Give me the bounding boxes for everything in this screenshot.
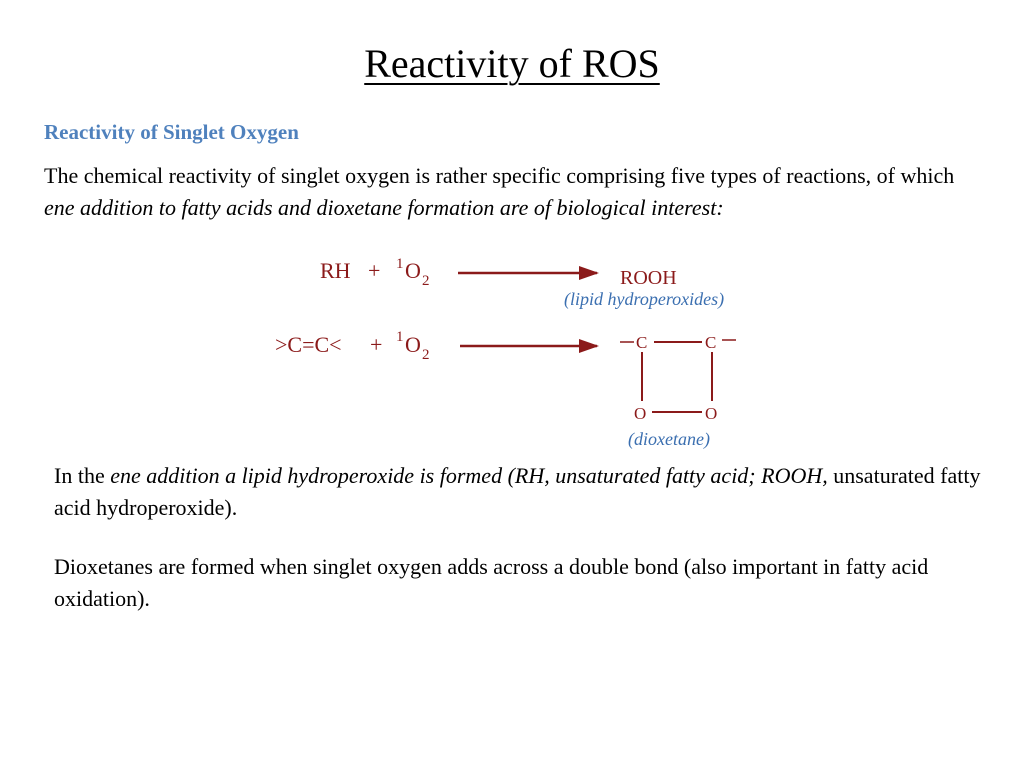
slide-title: Reactivity of ROS [364, 41, 660, 86]
reactant-alkene: >C=C< [275, 332, 342, 357]
dioxetane-structure [620, 333, 736, 423]
intro-text: The chemical reactivity of singlet oxygen is rather specific comprising five types of reactions, of which [44, 163, 955, 188]
intro-italic-text: ene addition to fatty acids and dioxetane formation are of biological interest: [44, 195, 724, 220]
oxygen-subscript: 2 [422, 347, 430, 363]
atom-oxygen: O [705, 404, 718, 423]
caption-lipid-hydroperoxides: (lipid hydroperoxides) [564, 289, 725, 309]
oxygen-symbol: O [405, 332, 421, 357]
plus-sign: + [368, 258, 381, 283]
intro-paragraph [44, 160, 984, 224]
atom-carbon: C [636, 333, 648, 352]
dioxetane-paragraph: Dioxetanes are formed when singlet oxygen adds across a double bond (also important in fatty acid oxidation). [54, 554, 929, 611]
plus-sign: + [370, 332, 383, 357]
reaction-2 [275, 329, 736, 450]
reactant-rh: RH [320, 258, 351, 283]
para1-text-end: unsaturated fatty acid hydroperoxide). [54, 463, 981, 520]
para1-italic-text: ene addition a lipid hydroperoxide is formed (RH, unsaturated fatty acid; ROOH, [110, 463, 828, 488]
product-rooh: ROOH [620, 267, 677, 289]
ene-addition-paragraph [54, 460, 984, 524]
section-subtitle: Reactivity of Singlet Oxygen [44, 120, 299, 144]
atom-oxygen: O [634, 404, 647, 423]
atom-carbon: C [705, 333, 717, 352]
oxygen-symbol: O [405, 258, 421, 283]
para1-text: In the [54, 463, 111, 488]
caption-dioxetane: (dioxetane) [628, 429, 710, 449]
oxygen-superscript: 1 [396, 329, 404, 345]
oxygen-subscript: 2 [422, 273, 430, 289]
oxygen-superscript: 1 [396, 256, 404, 272]
reaction-1 [320, 256, 724, 310]
